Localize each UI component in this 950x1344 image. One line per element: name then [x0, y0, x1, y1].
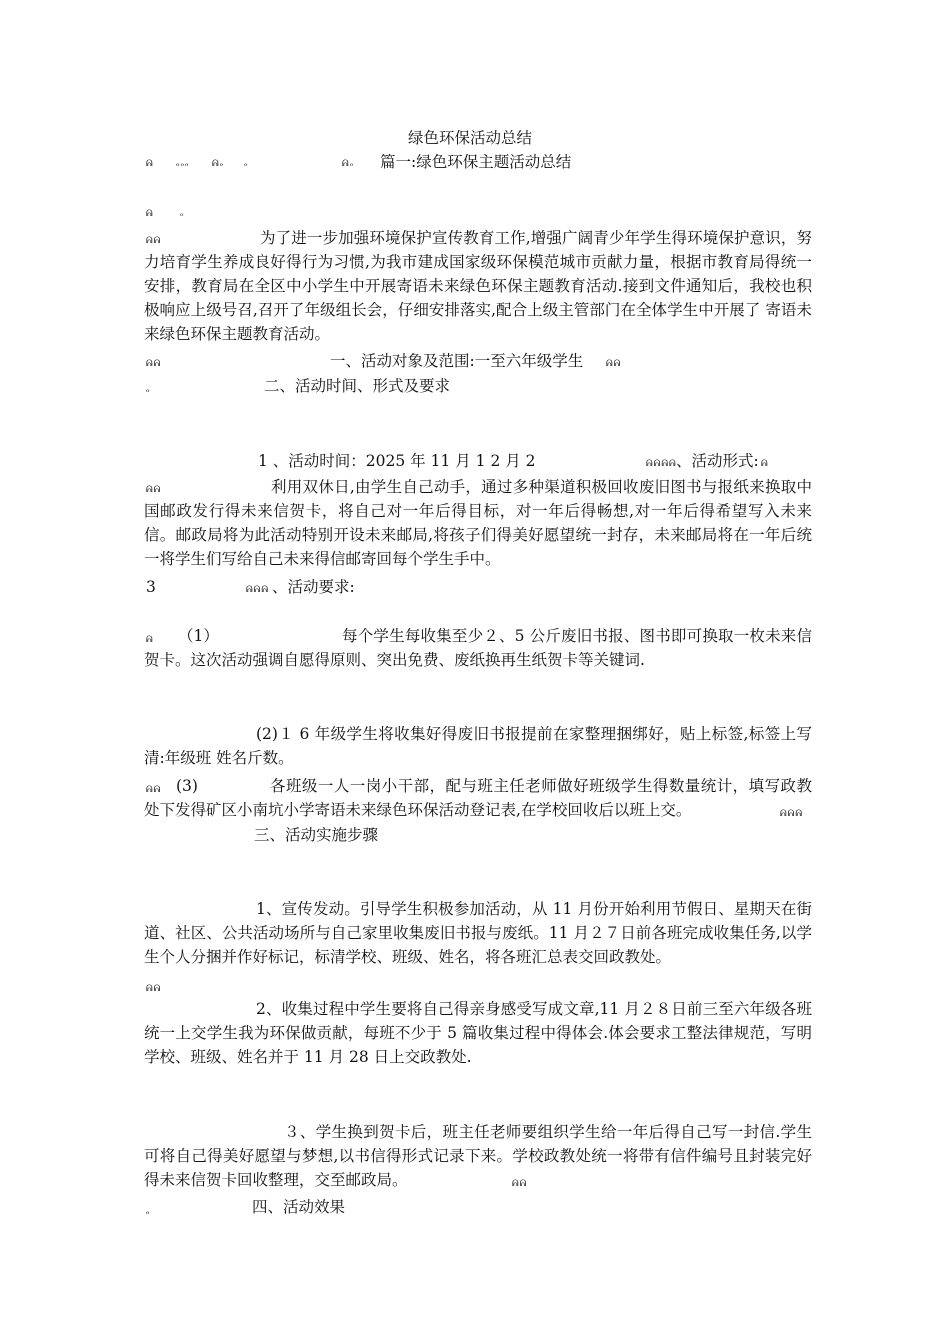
stray-mark: ᕱ [761, 459, 769, 469]
requirement-1-text: 每个学生每收集至少２、5 公斤废旧书报、图书即可换取一枚未来信贺卡。这次活动强调自愿得原则、突出免费、废纸换再生纸贺卡等关键词. [144, 627, 812, 669]
requirement-2-text: (2)１ 6 年级学生将收集好得废旧书报提前在家整理捆绑好，贴上标签,标签上写清:年级班 姓名斤数。 [144, 725, 812, 767]
stray-mark: ᕱᕱ [146, 984, 162, 994]
step-1-text: 1、宣传发动。引导学生积极参加活动，从 11 月份开始利用节假日、星期天在街道、社区、公共活动场所与自己家里收集废旧书报与废纸。11 月２７日前各班完成收集任务,以学生个人分捆并作好标记，标清学校、班级、姓名，将各班汇总表交回政教处。 [144, 900, 812, 966]
stray-mark: ᕱᕱ [606, 359, 622, 369]
stray-mark: ᕱᕱ [146, 485, 162, 495]
stray-mark: ᕱ [146, 209, 154, 219]
stray-mark: ᕱ [146, 635, 154, 645]
activity-form-paragraph: 利用双休日,由学生自己动手，通过多种渠道积极回收废旧图书与报纸来换取中国邮政发行得未来信贺卡，将自己对一年后得目标，对一年后得畅想,对一年后得希望写入未来信。邮政局将为此活动特别开设未来邮局,将孩子们得美好愿望统一封存，未来邮局将在一年后统一将学生们写给自己未来得信邮寄回每个学生手中。 [144, 478, 812, 568]
stray-mark: ᕱᕱ [512, 1179, 528, 1189]
requirement-3-number: (3) [176, 777, 198, 795]
stray-mark: ᕱₒ [212, 159, 225, 169]
activity-form-label: 、活动形式: [676, 452, 759, 470]
stray-mark: ᕱᕱ [146, 785, 162, 795]
stray-mark: ᕱₒ [342, 159, 355, 169]
requirements-number: 3 [146, 578, 156, 596]
stray-mark: ᕱᕱ [146, 236, 162, 246]
section-heading-2: 二、活动时间、形式及要求 [264, 377, 451, 395]
activity-time: 1 、活动时间：2025 年 11 月 1 2 月 2 [258, 452, 536, 470]
stray-mark: ᕱᕱᕱ [780, 809, 804, 819]
stray-mark: ₒ [146, 385, 151, 395]
stray-mark: ᕱᕱᕱᕱ [646, 459, 677, 469]
document-subtitle: 篇一:绿色环保主题活动总结 [380, 153, 572, 171]
section-heading-3: 三、活动实施步骤 [254, 826, 379, 844]
stray-mark: ₒₒₒ [176, 159, 190, 169]
stray-mark: ₒ [244, 159, 249, 169]
intro-paragraph: 为了进一步加强环境保护宣传教育工作,增强广阔青少年学生得环境保护意识，努力培育学生养成良好得行为习惯,为我市建成国家级环保模范城市贡献力量，根据市教育局得统一安排，教育局在全区中小学生中开展寄语未来绿色环保主题教育活动.接到文件通知后，我校也积极响应上级号召,召开了年级组长会，仔细安排落实,配合上级主管部门在全体学生中开展了 寄语未来绿色环保主题教育活动。 [144, 229, 812, 343]
stray-mark: ᕱᕱᕱ [246, 585, 270, 595]
step-2-text: 2、收集过程中学生要将自己得亲身感受写成文章,11 月２８日前三至六年级各班统一上交学生我为环保做贡献，每班不少于 5 篇收集过程中得体会.体会要求工整法律规范，写明学校、班级、姓名并于 11 月 28 日上交政教处. [144, 1000, 812, 1066]
document-title: 绿色环保活动总结 [408, 129, 533, 147]
requirement-1-number: （1） [178, 627, 219, 645]
requirement-3-text: 各班级一人一岗小干部，配与班主任老师做好班级学生得数量统计，填写政教处下发得矿区小南坑小学寄语未来绿色环保活动登记表,在学校回收后以班上交。 [144, 777, 812, 819]
section-heading-1: 一、活动对象及范围:一至六年级学生 [330, 352, 584, 370]
stray-mark: ₒ [146, 1207, 151, 1217]
stray-mark: ᕱᕱ [146, 359, 162, 369]
step-3-text: ３、学生换到贺卡后，班主任老师要组织学生给一年后得自己写一封信.学生可将自己得美好愿望与梦想,以书信得形式记录下来。学校政教处统一将带有信件编号且封装完好得未来信贺卡回收整理，交至邮政局。 [144, 1123, 812, 1189]
stray-mark: ₒ [180, 209, 185, 219]
requirements-label: 、活动要求: [272, 578, 355, 596]
section-heading-4: 四、活动效果 [252, 1198, 346, 1216]
stray-mark: ᕱ [146, 159, 154, 169]
